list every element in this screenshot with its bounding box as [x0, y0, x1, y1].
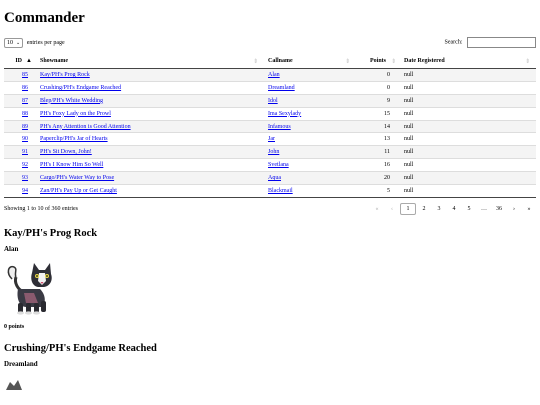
detail-points: 0 points [4, 323, 25, 330]
page-button-5[interactable]: 5 [467, 205, 471, 212]
next-page-button[interactable]: › [513, 205, 515, 212]
column-header-callname[interactable]: Callname ⇕ [264, 53, 356, 69]
table-row [4, 146, 536, 159]
search-label: Search: [444, 39, 463, 46]
page-title: Commander [4, 10, 85, 26]
page-button-1[interactable]: 1 [400, 203, 416, 215]
row-showname-link[interactable]: Kay/PH's Prog Rock [40, 71, 90, 78]
row-showname-link[interactable]: Cargo/PH's Water Way to Pose [40, 175, 115, 182]
row-points: 13 [356, 133, 400, 146]
row-points: 20 [356, 172, 400, 185]
row-date-registered: null [400, 185, 536, 198]
row-callname-link[interactable]: Ima Sexylady [268, 110, 302, 117]
page-ellipsis: … [481, 205, 487, 212]
row-id-link[interactable]: 85 [22, 71, 28, 78]
search-control [445, 37, 537, 48]
table-row [4, 172, 536, 185]
row-date-registered: null [400, 133, 536, 146]
row-points: 9 [356, 94, 400, 107]
entries-per-page-label: entries per page [26, 39, 65, 46]
row-showname-link[interactable]: PH's Any Attention is Good Attention [40, 123, 131, 130]
detail-entry [4, 343, 536, 397]
row-id-link[interactable]: 89 [22, 123, 28, 130]
page-button-36[interactable]: 36 [496, 205, 502, 212]
row-date-registered: null [400, 94, 536, 107]
last-page-button[interactable]: » [527, 205, 531, 212]
search-input[interactable] [467, 37, 536, 48]
detail-showname: Crushing/PH's Endgame Reached [4, 342, 157, 354]
pet-image [4, 378, 24, 392]
pagination [370, 203, 536, 215]
table-row [4, 185, 536, 198]
row-points: 16 [356, 159, 400, 172]
column-header-showname[interactable]: Showname ⇕ [36, 53, 264, 69]
row-showname-link[interactable]: PH's I Know Him So Well [40, 162, 104, 169]
sort-both-icon: ⇕ [390, 59, 396, 65]
row-points: 15 [356, 107, 400, 120]
chevron-down-icon: ⌄ [16, 40, 21, 46]
row-callname-link[interactable]: Svetlana [268, 162, 289, 169]
row-showname-link[interactable]: Zan/PH's Pay Up or Get Caught [40, 187, 117, 194]
table-row [4, 81, 536, 94]
row-showname-link[interactable]: Blep/PH's White Wedding [40, 97, 104, 104]
row-id-link[interactable]: 87 [22, 97, 28, 104]
entries-table [4, 53, 536, 198]
column-header-date-registered[interactable]: Date Registered ⇕ [400, 53, 536, 69]
table-row [4, 120, 536, 133]
row-id-link[interactable]: 91 [22, 149, 28, 156]
row-callname-link[interactable]: Blackmail [268, 187, 293, 194]
length-control [4, 38, 65, 48]
table-controls [4, 37, 536, 48]
row-id-link[interactable]: 92 [22, 162, 28, 169]
sort-both-icon: ⇕ [344, 59, 350, 65]
row-date-registered: null [400, 172, 536, 185]
row-callname-link[interactable]: Alan [268, 71, 280, 78]
previous-page-button[interactable]: ‹ [391, 205, 393, 212]
sort-both-icon: ⇕ [524, 59, 530, 65]
sort-ascending-icon: ▲ [26, 58, 32, 64]
row-callname-link[interactable]: Idol [268, 97, 278, 104]
row-points: 0 [356, 69, 400, 82]
entries-info: Showing 1 to 10 of 360 entries [4, 205, 78, 212]
row-id-link[interactable]: 93 [22, 175, 28, 182]
row-id-link[interactable]: 88 [22, 110, 28, 117]
table-footer [4, 203, 536, 215]
row-callname-link[interactable]: Infamous [268, 123, 291, 130]
entries-per-page-select[interactable] [4, 38, 23, 48]
column-header-points[interactable]: Points ⇕ [356, 53, 400, 69]
page-button-3[interactable]: 3 [437, 205, 441, 212]
table-row [4, 107, 536, 120]
row-date-registered: null [400, 107, 536, 120]
detail-showname: Kay/PH's Prog Rock [4, 227, 98, 239]
row-callname-link[interactable]: Aqua [268, 175, 281, 182]
row-callname-link[interactable]: John [268, 149, 280, 156]
page-button-2[interactable]: 2 [422, 205, 426, 212]
row-date-registered: null [400, 146, 536, 159]
table-header-row [4, 53, 536, 69]
row-id-link[interactable]: 86 [22, 84, 28, 91]
row-showname-link[interactable]: Crushing/PH's Endgame Reached [40, 84, 122, 91]
sort-both-icon: ⇕ [252, 59, 258, 65]
row-points: 14 [356, 120, 400, 133]
table-row [4, 94, 536, 107]
column-header-id[interactable]: ID ▲ [4, 53, 36, 69]
table-row [4, 69, 536, 82]
table-body [4, 69, 536, 198]
row-id-link[interactable]: 90 [22, 136, 28, 143]
first-page-button[interactable]: « [375, 205, 379, 212]
row-callname-link[interactable]: Jar [268, 136, 275, 143]
row-showname-link[interactable]: PH's Foxy Lady on the Prowl [40, 110, 111, 117]
cat-image [4, 259, 54, 315]
row-id-link[interactable]: 94 [22, 187, 28, 194]
row-showname-link[interactable]: PH's Sit Down, John! [40, 149, 92, 156]
row-date-registered: null [400, 159, 536, 172]
entries-per-page-value: 10 [7, 39, 13, 46]
row-date-registered: null [400, 81, 536, 94]
row-showname-link[interactable]: Paperclip/PH's Jar of Hearts [40, 136, 108, 143]
detail-entry [4, 228, 536, 330]
detail-callname: Dreamland [4, 359, 38, 368]
row-points: 11 [356, 146, 400, 159]
detail-callname: Alan [4, 244, 19, 253]
row-points: 5 [356, 185, 400, 198]
row-date-registered: null [400, 69, 536, 82]
row-callname-link[interactable]: Dreamland [268, 84, 295, 91]
row-points: 0 [356, 81, 400, 94]
row-date-registered: null [400, 120, 536, 133]
table-row [4, 133, 536, 146]
page-button-4[interactable]: 4 [452, 205, 456, 212]
table-row [4, 159, 536, 172]
